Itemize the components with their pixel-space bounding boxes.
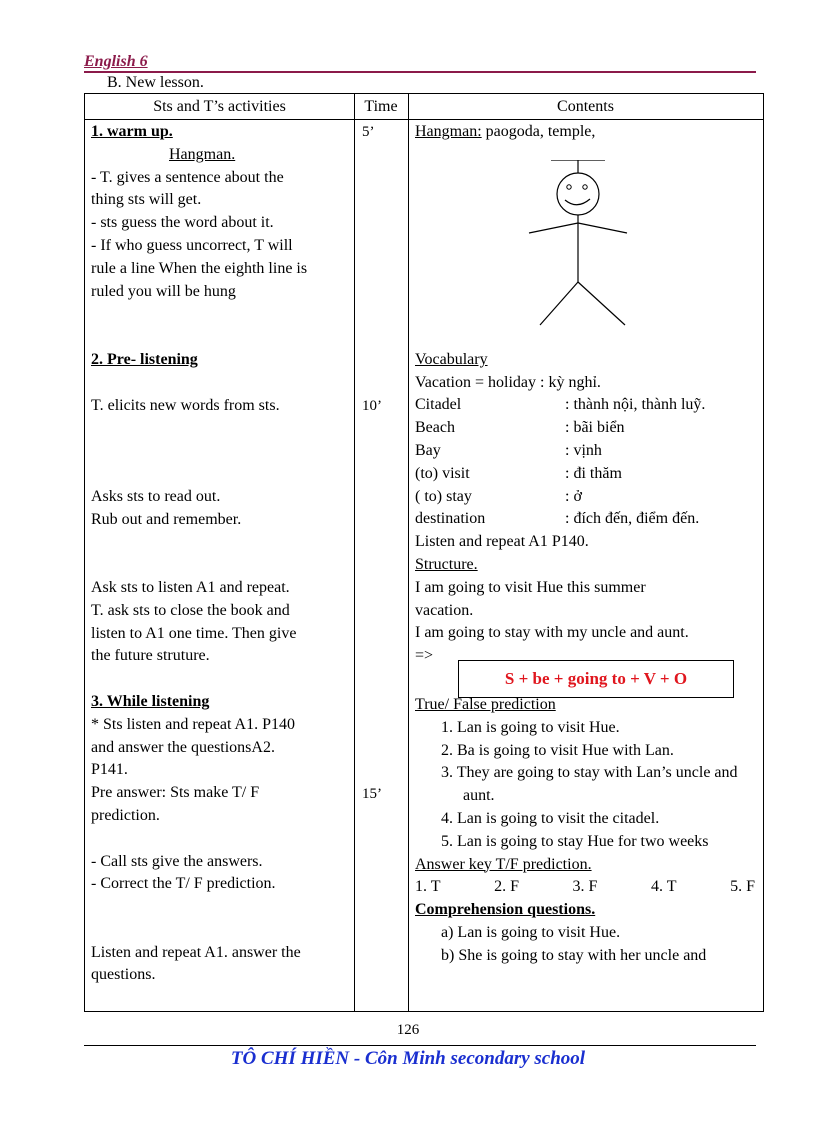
activity-line: Rub out and remember. — [91, 510, 242, 528]
activity-line: questions. — [91, 966, 156, 984]
list-item: 4. Lan is going to visit the citadel. — [441, 809, 660, 827]
hangman-content-label: Hangman: — [415, 123, 482, 140]
activity-line: Ask sts to listen A1 and repeat. — [91, 578, 290, 596]
activity-line: the future struture. — [91, 647, 210, 665]
list-item: 3. They are going to stay with Lan’s uncle and aunt. — [441, 764, 738, 805]
activity-line: Pre answer: Sts make T/ F — [91, 784, 260, 802]
activity-line: prediction. — [91, 806, 160, 824]
activity-line: P141. — [91, 761, 128, 779]
pre-listening-title: 2. Pre- listening — [91, 350, 198, 368]
activity-line: - sts guess the word about it. — [91, 214, 274, 232]
answer-key-title: Answer key T/F prediction. — [415, 855, 592, 873]
activity-line: * Sts listen and repeat A1. P140 — [91, 715, 295, 733]
header-rule — [84, 71, 756, 73]
activity-line: - Call sts give the answers. — [91, 852, 263, 870]
page-header-title: English 6 — [84, 53, 148, 70]
comprehension-title: Comprehension questions. — [415, 901, 596, 919]
activities-column — [91, 121, 349, 987]
structure-line: => — [415, 647, 434, 665]
activity-line: T. elicits new words from sts. — [91, 396, 280, 414]
listen-repeat-line: Listen and repeat A1 P140. — [415, 533, 589, 551]
vocabulary-title: Vocabulary — [415, 350, 488, 368]
column-divider — [408, 94, 409, 1011]
activity-line: Listen and repeat A1. answer the — [91, 943, 301, 961]
activity-line: thing sts will get. — [91, 191, 202, 209]
vocab-row: destination : đích đến, điểm đến. — [415, 510, 700, 528]
time-while-listening: 15’ — [362, 786, 382, 802]
hangman-words: paogoda, temple, — [481, 123, 596, 140]
activity-line: and answer the questionsA2. — [91, 738, 275, 756]
header-contents: Contents — [557, 98, 614, 115]
activity-line: listen to A1 one time. Then give — [91, 624, 297, 642]
hangman-figure-icon — [525, 160, 635, 330]
comprehension-item: a) Lan is going to visit Hue. — [441, 923, 621, 941]
header-activities: Sts and T’s activities — [153, 98, 286, 115]
vocab-row: ( to) stay : ở — [415, 487, 582, 505]
header-time: Time — [364, 98, 398, 115]
activity-line: - T. gives a sentence about the — [91, 168, 284, 186]
answer-key-row: 1. T 2. F 3. F 4. T 5. F — [415, 878, 755, 896]
structure-line: I am going to stay with my uncle and aunt. — [415, 624, 689, 642]
list-item: 2. Ba is going to visit Hue with Lan. — [441, 741, 674, 759]
tf-list — [415, 717, 759, 854]
activity-line: Asks sts to read out. — [91, 487, 221, 505]
header-row-divider — [85, 119, 763, 120]
activity-line: rule a line When the eighth line is — [91, 259, 308, 277]
structure-line: vacation. — [415, 601, 474, 619]
warmup-title: 1. warm up. — [91, 123, 173, 140]
footer-rule — [84, 1045, 756, 1046]
tf-title: True/ False prediction — [415, 695, 556, 713]
activity-line: ruled you will be hung — [91, 282, 236, 300]
comprehension-item: b) She is going to stay with her uncle and — [441, 946, 707, 964]
activity-line: - If who guess uncorrect, T will — [91, 236, 293, 254]
vocab-row: (to) visit : đi thăm — [415, 464, 622, 482]
hangman-label: Hangman. — [169, 145, 236, 163]
while-listening-title: 3. While listening — [91, 692, 210, 710]
structure-line: I am going to visit Hue this summer — [415, 578, 646, 596]
page-number: 126 — [396, 1022, 420, 1038]
column-divider — [354, 94, 355, 1011]
time-warmup: 5’ — [362, 124, 375, 140]
activity-line: T. ask sts to close the book and — [91, 601, 290, 619]
time-pre-listening: 10’ — [362, 398, 382, 414]
list-item: 5. Lan is going to stay Hue for two weeks — [441, 832, 709, 850]
structure-title: Structure. — [415, 555, 478, 573]
list-item: 1. Lan is going to visit Hue. — [441, 718, 620, 736]
formula-box: S + be + going to + V + O — [458, 660, 734, 698]
vocab-row: Bay : vịnh — [415, 441, 602, 459]
vocab-row: Citadel : thành nội, thành luỹ. — [415, 396, 706, 414]
vocab-line: Vacation = holiday : kỳ nghỉ. — [415, 373, 601, 391]
section-label: B. New lesson. — [107, 74, 204, 91]
activity-line: - Correct the T/ F prediction. — [91, 875, 276, 893]
footer-text: TÔ CHÍ HIỀN - Côn Minh secondary school — [230, 1048, 586, 1069]
vocab-row: Beach : bãi biển — [415, 419, 625, 437]
